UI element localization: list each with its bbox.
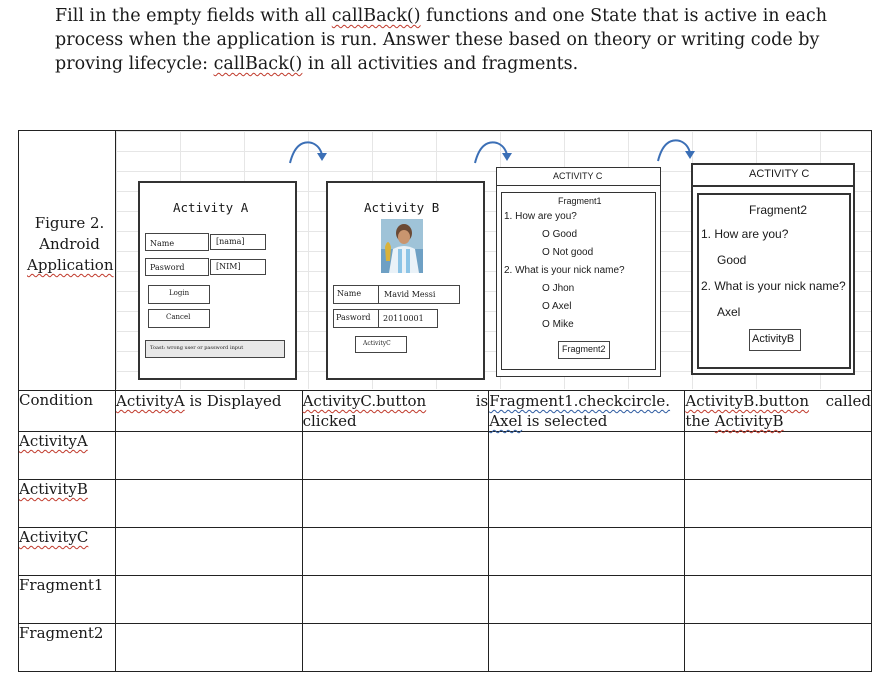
answer-cell[interactable] bbox=[489, 480, 685, 528]
name-label: Name bbox=[150, 239, 175, 248]
answer-cell[interactable] bbox=[116, 576, 303, 624]
table-row bbox=[19, 432, 872, 480]
activity-b-title: Activity B bbox=[364, 200, 440, 215]
password-label: Pasword bbox=[150, 263, 185, 272]
instructions bbox=[55, 4, 845, 76]
answer-1: Good bbox=[717, 253, 747, 267]
answer-cell[interactable] bbox=[116, 624, 303, 672]
row-label-text: ActivityB bbox=[19, 480, 88, 498]
profile-photo bbox=[381, 219, 423, 273]
android-figure bbox=[116, 131, 871, 389]
row-label bbox=[19, 432, 116, 480]
option-label: Not good bbox=[552, 247, 594, 258]
row-label-text: ActivityC bbox=[19, 528, 89, 546]
fragment1-container bbox=[501, 192, 656, 370]
password-value: 20110001 bbox=[383, 314, 424, 323]
condition-text: is bbox=[475, 392, 489, 410]
table-row bbox=[19, 624, 872, 672]
answer-cell[interactable] bbox=[302, 528, 489, 576]
row-label-text: Fragment2 bbox=[19, 624, 104, 642]
activity-b-screen bbox=[326, 181, 485, 380]
activity-c-button[interactable] bbox=[355, 336, 407, 353]
radio-axel[interactable]: O Axel bbox=[542, 301, 572, 312]
curved-arrow-icon bbox=[654, 133, 698, 165]
answer-2: Axel bbox=[717, 305, 741, 319]
header-divider bbox=[497, 185, 660, 186]
figure-label-cell bbox=[19, 131, 116, 391]
condition-text: is selected bbox=[522, 412, 608, 430]
name-label: Name bbox=[337, 289, 362, 298]
callback-term: callBack() bbox=[331, 6, 421, 26]
answer-cell[interactable] bbox=[489, 432, 685, 480]
fragment2-button-label: Fragment2 bbox=[562, 344, 606, 354]
condition-cell bbox=[685, 391, 872, 432]
answer-cell[interactable] bbox=[685, 624, 872, 672]
radio-good[interactable]: O Good bbox=[542, 229, 578, 240]
login-button[interactable] bbox=[148, 285, 210, 304]
answer-cell[interactable] bbox=[302, 576, 489, 624]
instruction-text: functions and one State that is active in each bbox=[420, 6, 827, 26]
cancel-label: Cancel bbox=[166, 313, 191, 321]
instruction-text: in all activities and fragments. bbox=[302, 54, 579, 74]
row-label bbox=[19, 480, 116, 528]
table-row bbox=[19, 528, 872, 576]
name-label-box bbox=[145, 233, 209, 251]
lifecycle-table bbox=[18, 130, 872, 672]
password-field[interactable] bbox=[210, 259, 266, 275]
password-value: [NIM] bbox=[216, 262, 241, 271]
answer-cell[interactable] bbox=[116, 528, 303, 576]
cancel-button[interactable] bbox=[148, 309, 210, 328]
option-label: Good bbox=[552, 229, 578, 240]
row-label-text: Fragment1 bbox=[19, 576, 104, 594]
condition-term: Axel bbox=[489, 412, 523, 430]
activity-a-title: Activity A bbox=[173, 200, 249, 215]
condition-row bbox=[19, 391, 872, 432]
option-label: Axel bbox=[552, 301, 572, 312]
name-field[interactable] bbox=[210, 234, 266, 250]
name-field[interactable] bbox=[378, 285, 460, 304]
activity-c-button-label: ActivityC bbox=[363, 340, 391, 347]
fragment2-title: Fragment2 bbox=[749, 203, 808, 217]
condition-cell bbox=[116, 391, 303, 432]
instruction-text: Fill in the empty fields with all bbox=[55, 6, 332, 26]
radio-mike[interactable]: O Mike bbox=[542, 319, 574, 330]
curved-arrow-icon bbox=[471, 135, 515, 167]
option-label: Mike bbox=[552, 319, 574, 330]
answer-cell[interactable] bbox=[302, 480, 489, 528]
callback-term: callBack() bbox=[213, 54, 303, 74]
condition-text: called bbox=[825, 392, 871, 410]
answer-cell[interactable] bbox=[116, 480, 303, 528]
table-row bbox=[19, 480, 872, 528]
answer-cell[interactable] bbox=[685, 480, 872, 528]
condition-cell bbox=[489, 391, 685, 432]
login-label: Login bbox=[169, 289, 190, 297]
radio-jhon[interactable]: O Jhon bbox=[542, 283, 575, 294]
activity-c-header: ACTIVITY C bbox=[749, 168, 810, 180]
activity-b-button-label: ActivityB bbox=[752, 333, 795, 345]
question-2: 2. What is your nick name? bbox=[504, 265, 625, 276]
figure-label-line: Application bbox=[27, 256, 114, 274]
fragment1-title: Fragment1 bbox=[558, 196, 602, 206]
question-1: 1. How are you? bbox=[701, 227, 789, 241]
toast-message bbox=[145, 340, 285, 358]
name-value: [nama] bbox=[216, 237, 245, 246]
question-2: 2. What is your nick name? bbox=[701, 279, 846, 293]
header-divider bbox=[693, 185, 853, 187]
row-label bbox=[19, 576, 116, 624]
instruction-text: process when the application is run. Answer these based on theory or writing code by bbox=[55, 30, 820, 50]
radio-not-good[interactable]: O Not good bbox=[542, 247, 594, 258]
question-1: 1. How are you? bbox=[504, 211, 577, 222]
activity-c-header: ACTIVITY C bbox=[553, 171, 603, 181]
instruction-text: proving lifecycle: bbox=[55, 54, 214, 74]
condition-text: the bbox=[685, 412, 715, 430]
row-label-text: Condition bbox=[19, 391, 94, 409]
figure-label bbox=[27, 213, 112, 276]
condition-term: ActivityA bbox=[116, 392, 185, 410]
password-label: Pasword bbox=[336, 313, 371, 322]
answer-cell[interactable] bbox=[685, 432, 872, 480]
row-label bbox=[19, 624, 116, 672]
answer-cell[interactable] bbox=[489, 576, 685, 624]
curved-arrow-icon bbox=[286, 135, 330, 167]
figure-label-line: Android bbox=[39, 235, 100, 253]
answer-cell[interactable] bbox=[302, 624, 489, 672]
fragment2-container bbox=[697, 193, 851, 369]
condition-text: is Displayed bbox=[184, 392, 282, 410]
activity-c-fragment2-screen bbox=[691, 163, 855, 375]
answer-cell[interactable] bbox=[489, 624, 685, 672]
answer-cell[interactable] bbox=[302, 432, 489, 480]
fragment2-button[interactable] bbox=[558, 341, 610, 359]
toast-text: Toast: wrong user or password input bbox=[150, 345, 244, 351]
name-value: Mavid Messi bbox=[384, 290, 436, 299]
condition-term: Fragment1.checkcircle. bbox=[489, 392, 671, 410]
activity-a-screen bbox=[138, 181, 297, 380]
option-label: Jhon bbox=[552, 283, 575, 294]
row-label bbox=[19, 528, 116, 576]
answer-cell[interactable] bbox=[685, 576, 872, 624]
condition-text: clicked bbox=[302, 412, 357, 430]
figure-cell bbox=[116, 131, 872, 391]
condition-term: ActivityC.button bbox=[302, 392, 427, 410]
row-label-text: ActivityA bbox=[19, 432, 88, 450]
answer-cell[interactable] bbox=[489, 528, 685, 576]
condition-label bbox=[19, 391, 116, 432]
condition-term: ActivityB bbox=[714, 412, 784, 430]
table-row bbox=[19, 576, 872, 624]
password-field[interactable] bbox=[378, 309, 438, 328]
activity-c-fragment1-screen bbox=[496, 167, 661, 377]
answer-cell[interactable] bbox=[116, 432, 303, 480]
answer-cell[interactable] bbox=[685, 528, 872, 576]
activity-b-button[interactable] bbox=[749, 329, 801, 351]
figure-label-line: Figure 2. bbox=[34, 214, 105, 232]
condition-term: ActivityB.button bbox=[685, 392, 809, 410]
condition-cell bbox=[302, 391, 489, 432]
